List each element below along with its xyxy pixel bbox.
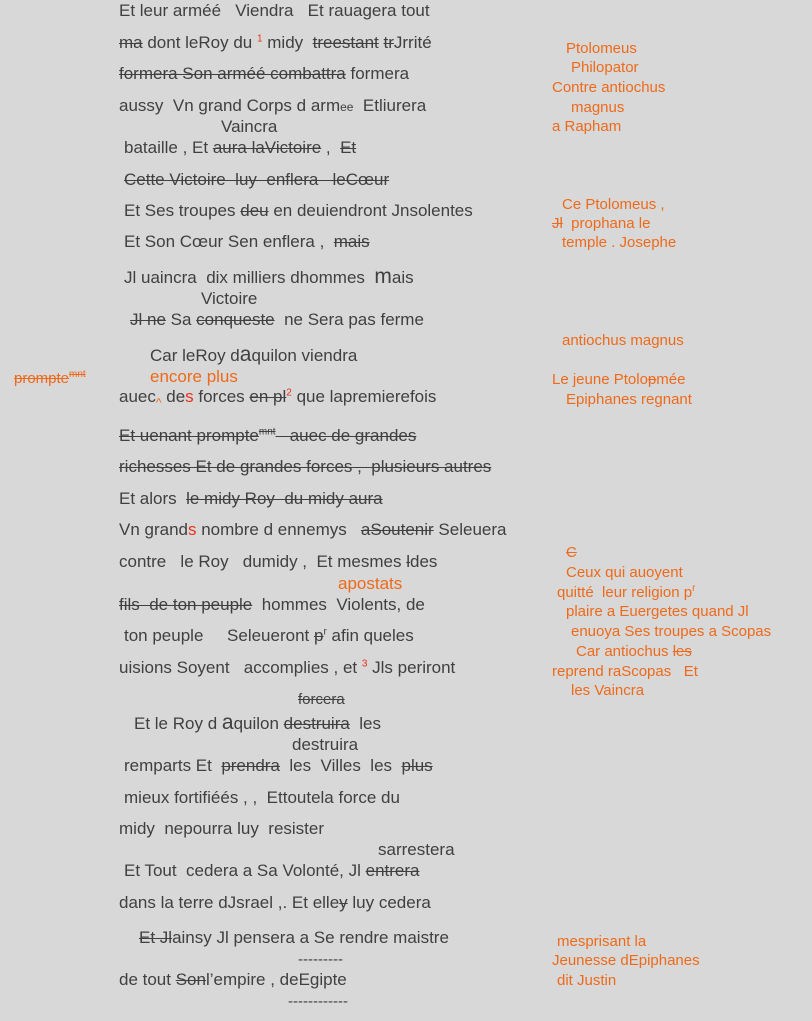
main-line: Et le Roy d aquilon destruira les bbox=[134, 711, 381, 734]
margin-note-line: enuoya Ses troupes a Scopas bbox=[571, 623, 772, 640]
main-line: contre le Roy dumidy , Et mesmes ldes bbox=[119, 552, 438, 571]
margin-note-line: a Rapham bbox=[552, 118, 622, 135]
interlinear-insertion: Victoire bbox=[201, 289, 258, 308]
margin-note-line: temple . Josephe bbox=[562, 234, 677, 251]
margin-note-line: magnus bbox=[571, 99, 625, 116]
interlinear-insertion: Vaincra bbox=[221, 117, 278, 136]
interlinear-insertion: forcera bbox=[298, 691, 345, 708]
left-margin-note: prompte$^{mnt}$ bbox=[14, 369, 86, 387]
main-line: uisions Soyent accomplies , et $^3$ Jls periront bbox=[119, 658, 456, 677]
main-line: auec$_{\^{}}$ des forces en $pl^2$ que lapremierefois bbox=[119, 387, 437, 410]
main-line: Et Ses troupes deu en deuiendront Jnsolentes bbox=[124, 201, 473, 220]
margin-note-line: Jeunesse dEpiphanes bbox=[552, 952, 700, 969]
main-line: Vn grands nombre d ennemys aSoutenir Seleuera bbox=[119, 520, 507, 539]
margin-note-line: Ce Ptolomeus , bbox=[562, 196, 665, 213]
main-line: Et Tout cedera a Sa Volonté, Jl entrera bbox=[124, 861, 420, 880]
margin-note-line: antiochus magnus bbox=[562, 332, 684, 349]
margin-note-line: C bbox=[566, 544, 577, 561]
main-line: Et Son Cœur Sen enflera , mais bbox=[124, 232, 370, 251]
main-line: Et leur arméé Viendra Et rauagera tout bbox=[119, 1, 430, 20]
main-line: formera Son arméé combattra formera bbox=[119, 64, 410, 83]
margin-note-line: Car antiochus les bbox=[576, 643, 692, 660]
margin-note-line: mesprisant la bbox=[557, 933, 647, 950]
main-line: bataille , Et aura laVictoire , Et bbox=[124, 138, 357, 157]
margin-note-line: reprend raScopas Et bbox=[552, 663, 698, 680]
interlinear-insertion: encore plus bbox=[150, 367, 238, 386]
main-line: aussy Vn grand Corps d armee Etliurera bbox=[119, 96, 427, 115]
margin-note-line: Epiphanes regnant bbox=[566, 391, 692, 408]
main-line: ton peuple Seleueront $p^r$ afin queles bbox=[124, 626, 414, 645]
main-line: Jl ne Sa conqueste ne Sera pas ferme bbox=[130, 310, 424, 329]
main-line: Jl uaincra dix milliers dhommes mais bbox=[124, 265, 414, 288]
main-line: Et alors le midy Roy du midy aura bbox=[119, 489, 383, 508]
margin-note-line: Ceux qui auoyent bbox=[566, 564, 683, 581]
main-line: dans la terre dJsrael ,. Et elley luy cedera bbox=[119, 893, 431, 912]
main-line: de tout Sonl’empire , deEgipte bbox=[119, 970, 347, 989]
main-line: mieux fortifiéés , , Ettoutela force du bbox=[124, 788, 400, 807]
main-line: midy nepourra luy resister bbox=[119, 819, 325, 838]
main-line: Car leRoy daquilon viendra bbox=[150, 343, 358, 366]
main-line: Cette Victoire luy enflera leCœur bbox=[124, 170, 390, 189]
main-line: richesses Et de grandes forces , plusieurs autres bbox=[119, 457, 492, 476]
main-line: Et uenant prompte$^{mnt}$ auec de grandes bbox=[119, 426, 417, 445]
separator-dashes: --------- bbox=[298, 951, 343, 968]
main-line: fils de ton peuple hommes Violents, de bbox=[119, 595, 425, 614]
margin-note-line: plaire a Euergetes quand Jl bbox=[566, 603, 749, 620]
margin-note-line: Le jeune Ptolopmée bbox=[552, 371, 686, 388]
margin-note-line: Philopator bbox=[571, 59, 639, 76]
margin-note-line: les Vaincra bbox=[571, 682, 645, 699]
interlinear-insertion: sarrestera bbox=[378, 840, 455, 859]
main-line: remparts Et prendra les Villes les plus bbox=[124, 756, 433, 775]
main-line: ma dont leRoy du $^1$ midy treestant trJrrité bbox=[119, 33, 432, 52]
interlinear-insertion: destruira bbox=[292, 735, 359, 754]
margin-note-line: Ptolomeus bbox=[566, 40, 637, 57]
margin-note-line: dit Justin bbox=[557, 972, 617, 989]
margin-note-line: quitté leur religion $p^r$ bbox=[557, 583, 696, 601]
main-line: Et Jlainsy Jl pensera a Se rendre maistre bbox=[139, 928, 449, 947]
margin-note-line: Jl prophana le bbox=[552, 215, 651, 232]
margin-note-line: Contre antiochus bbox=[552, 79, 666, 96]
interlinear-insertion: apostats bbox=[338, 574, 403, 593]
separator-dashes: ------------ bbox=[288, 993, 348, 1010]
